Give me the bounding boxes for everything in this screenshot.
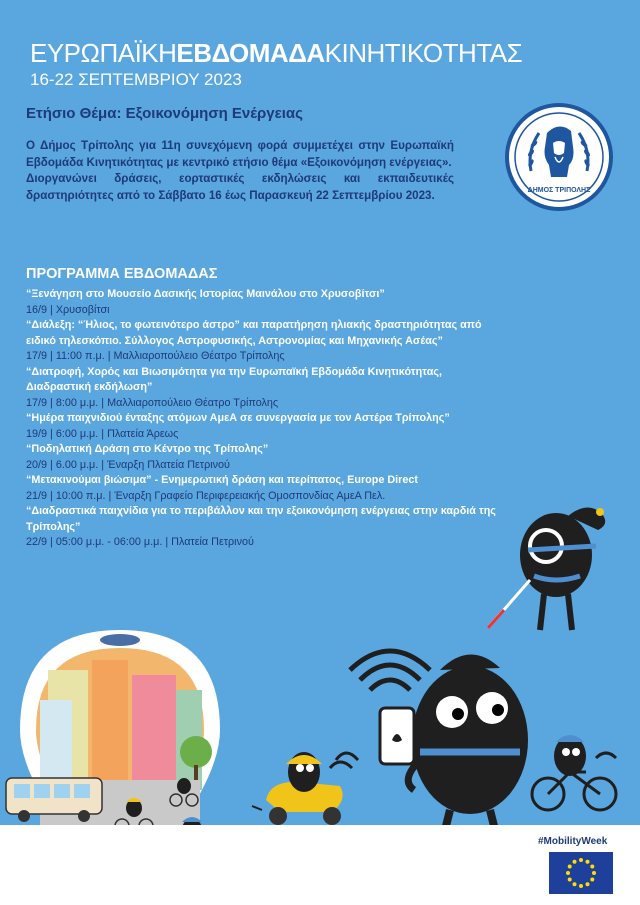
intro-paragraph-1: Ο Δήμος Τρίπολης για 11η συνεχόμενη φορά συμμετέχει στην Ευρωπαϊκή Εβδομάδα Κινητικότητας με κεντρικό ετήσιο θέμα «Εξοικονόμηση ενέργειας». (26, 139, 454, 169)
event-title: “Διατροφή, Χορός και Βιωσιμότητα για την Ευρωπαϊκή Εβδομάδα Κινητικότητας, Διαδραστική εκδήλωση” (26, 365, 442, 393)
event-title: “Διαδραστικά παιχνίδια για το περιβάλλον και την εξοικονόμηση ενέργειας στην καρδιά της Τρίπολης” (26, 505, 496, 533)
event-meta: 21/9 | 10:00 π.μ. | Έναρξη Γραφείο Περιφερειακής Ομοσπονδίας ΑμεΑ Πελ. (26, 489, 386, 502)
event-place: Έναρξη Πλατεία Πετρινού (107, 458, 230, 471)
event-meta: 17/9 | 11:00 π.μ. | Μαλλιαροπούλειο Θέατρο Τρίπολης (26, 350, 285, 362)
event-meta: 20/9 | 6.00 μ.μ. | Έναρξη Πλατεία Πετρινού (26, 458, 230, 471)
event-place: Χρυσοβίτσι (55, 303, 110, 316)
event-date: 19/9 (26, 427, 48, 440)
event-title: “Ποδηλατική Δράση στο Κέντρο της Τρίπολης” (26, 443, 269, 455)
event-dates: 16-22 ΣΕΠΤΕΜΒΡΙΟΥ 2023 (30, 70, 242, 89)
event-date: 22/9 (26, 536, 48, 548)
event-time: 05:00 μ.μ. - 06:00 μ.μ. (55, 536, 163, 548)
event-place: Μαλλιαροπούλειο Θέατρο Τρίπολης (113, 350, 285, 362)
event-date: 17/9 (26, 396, 48, 409)
event-meta: 19/9 | 6:00 μ.μ. | Πλατεία Άρεως (26, 427, 179, 440)
event-place: Πλατεία Πετρινού (171, 536, 254, 548)
eu-flag (549, 852, 613, 894)
event-date: 17/9 (26, 350, 48, 362)
event-meta: 16/9 | Χρυσοβίτσι (26, 303, 110, 316)
eu-stars-icon (549, 852, 613, 894)
character-with-cane-illustration (488, 507, 605, 630)
event-date: 21/9 (26, 489, 48, 502)
character-with-phone-illustration (350, 651, 528, 850)
event-title: “Ξενάγηση στο Μουσείο Δασικής Ιστορίας Μαινάλου στο Χρυσοβίτσι” (26, 288, 385, 300)
event-place: Έναρξη Γραφείο Περιφερειακής Ομοσπονδίας ΑμεΑ Πελ. (114, 489, 386, 502)
event-time: 6.00 μ.μ. (55, 458, 99, 471)
event-time: 8:00 μ.μ. (55, 396, 99, 409)
event-time: 10:00 π.μ. (55, 489, 106, 502)
event-title: “Μετακινούμαι βιώσιμα” - Ενημερωτική δράση και περίπατος, Europe Direct (26, 474, 418, 486)
intro-paragraph-2: Διοργανώνει δράσεις, εορταστικές εκδηλώσεις και εκπαιδευτικές δραστηριότητες από το Σάββατο 16 έως Παρασκευή 22 Σεπτεμβρίου 2023. (26, 172, 454, 202)
program-title: ΠΡΟΓΡΑΜΜΑ ΕΒΔΟΜΑΔΑΣ (26, 266, 218, 282)
cyclist-right-illustration (532, 735, 616, 810)
event-title: “Διάλεξη: “Ήλιος, το φωτεινότερο άστρο” και παρατήρηση ηλιακής δραστηριότητας από ειδικό τηλεσκόπιο. Σύλλογος Αστροφυσικής, Αστρονομίας και Μηχανικής Ασέας” (26, 319, 482, 347)
event-time: 6:00 μ.μ. (55, 427, 99, 440)
event-meta: 17/9 | 8:00 μ.μ. | Μαλλιαροπούλειο Θέατρο Τρίπολης (26, 396, 279, 409)
event-meta: 22/9 | 05:00 μ.μ. - 06:00 μ.μ. | Πλατεία Πετρινού (26, 536, 254, 548)
mobility-week-hashtag: #MobilityWeek (538, 836, 608, 847)
event-place: Πλατεία Άρεως (107, 427, 179, 440)
event-title: “Ημέρα παιχνιδιού ένταξης ατόμων ΑμεΑ σε συνεργασία με τον Αστέρα Τρίπολης” (26, 412, 450, 424)
title-part-2: ΕΒΔΟΜΑΔΑ (176, 38, 325, 68)
logo-caption: ΔΗΜΟΣ ΤΡΙΠΟΛΗΣ (527, 187, 591, 194)
event-time: 11:00 π.μ. (55, 350, 105, 362)
annual-theme: Ετήσιο Θέμα: Εξοικονόμηση Ενέργειας (26, 105, 303, 122)
title-part-3: ΚΙΝΗΤΙΚΟΤΗΤΑΣ (324, 38, 523, 68)
event-place: Μαλλιαροπούλειο Θέατρο Τρίπολης (107, 396, 279, 409)
event-date: 20/9 (26, 458, 48, 471)
event-date: 16/9 (26, 303, 48, 316)
scooter-character-illustration (252, 752, 358, 825)
title-part-1: ΕΥΡΩΠΑΪΚΗ (30, 38, 177, 68)
